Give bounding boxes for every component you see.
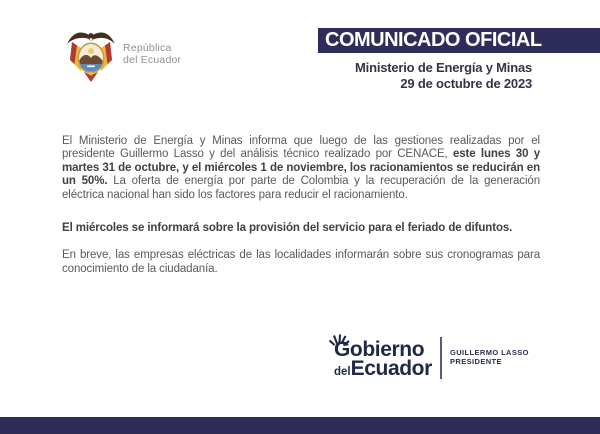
paragraph-2: El miércoles se informará sobre la provisión del servicio para el feriado de difuntos. [62,222,513,235]
government-logo [334,338,432,381]
condor-collar-shape [90,38,93,41]
republic-label-line1: República [123,42,172,54]
president-name: GUILLERMO LASSO [450,348,529,357]
government-logo-line2 [334,356,432,382]
ecuador-coat-of-arms-icon [66,27,116,83]
president-title: PRESIDENTE [450,356,502,366]
paragraph-1-text-end: La oferta de energía por parte de Colombia y la recuperación de la generación eléctrica nacional han sido los factores para reducir el racionamiento. [62,175,540,201]
ribbon-knob-shape [89,72,93,76]
government-logo-del: del [334,365,351,378]
ministry-name: Ministerio de Energía y Minas [355,60,532,75]
logo-divider [440,337,442,379]
official-banner [318,28,600,53]
banner-title: COMUNICADO OFICIAL [325,29,542,51]
shield-sun-shape [88,48,94,54]
paragraph-1-text-start: El Ministerio de Energía y Minas informa que luego de las gestiones realizadas por el presidente Guillermo Lasso y del análisis técnico realizado por CENACE, [62,135,540,161]
paragraph-1-bold-text: este lunes 30 y martes 31 de octubre, y el miércoles 1 de noviembre, los racionamientos se reducirán en un 50%. [62,148,540,188]
shield-boat-shape [87,66,95,68]
government-logo-ecuador: Ecuador [350,356,432,380]
ministry-date-block [355,60,532,91]
republic-label [123,43,181,66]
republic-label-line2: del Ecuador [123,53,182,66]
communique-body [62,135,540,276]
footer-bar [0,417,600,434]
paragraph-3: En breve, las empresas eléctricas de las localidades informarán sobre sus cronogramas para conocimiento de la ciudadanía. [62,249,540,275]
president-block [450,349,529,366]
paragraph-1 [62,135,540,202]
communique-date: 29 de octubre de 2023 [400,75,532,91]
government-logo-line1: Gobierno [334,338,425,361]
